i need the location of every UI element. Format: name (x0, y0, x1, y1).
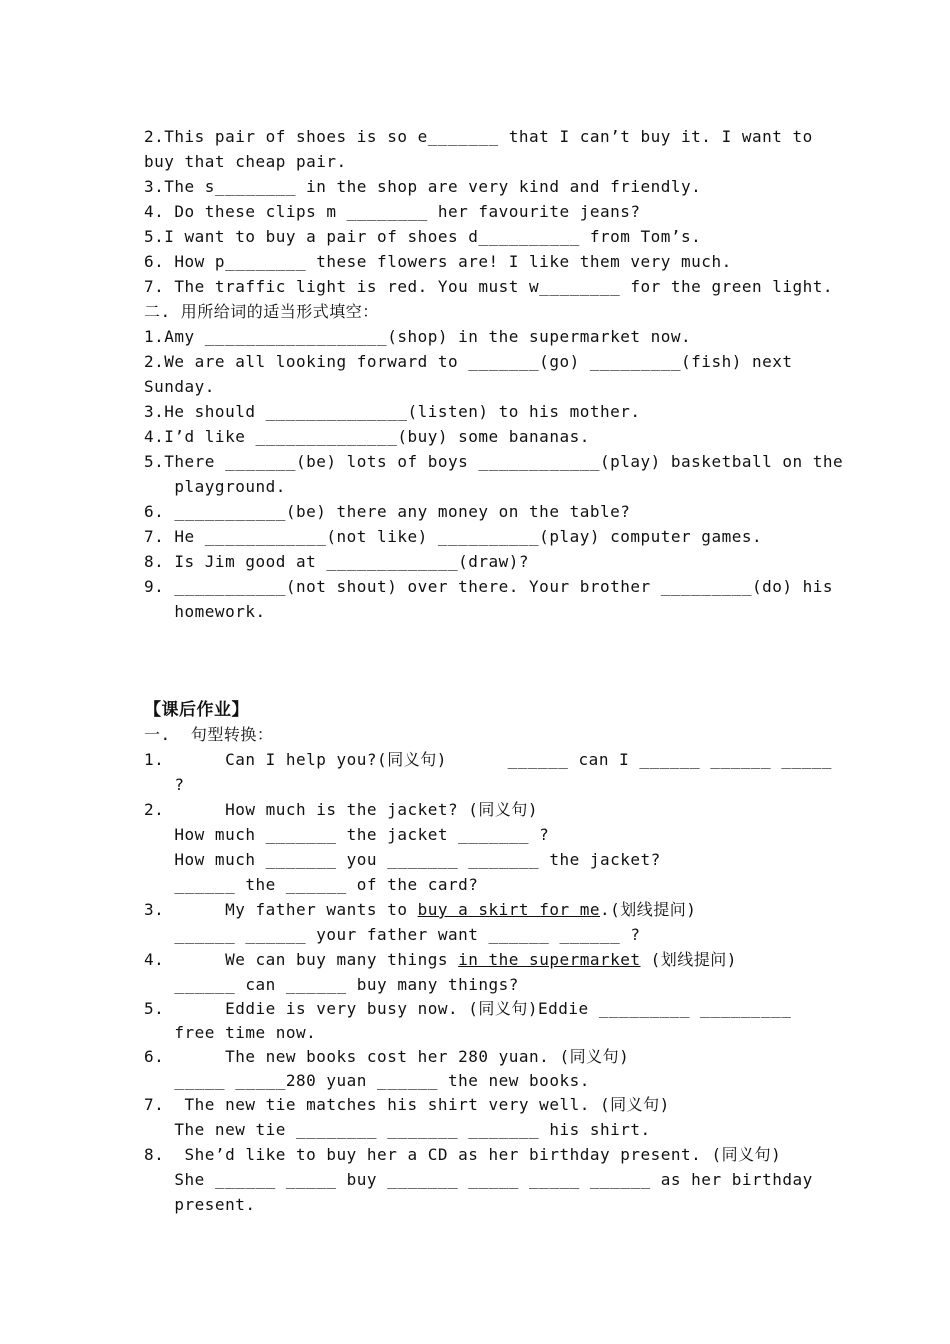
text-line: How much _______ you _______ _______ the jacket? (144, 850, 661, 869)
underlined-phrase: in the supermarket (458, 950, 641, 969)
text-line (144, 949, 737, 971)
text-line: present. (144, 1195, 256, 1214)
text-line: 6. How p________ these flowers are! I like them very much. (144, 252, 732, 271)
section-title: 一. 句型转换： (144, 725, 274, 744)
text-line: She ______ _____ buy _______ _____ _____ ______ as her birthday (144, 1170, 813, 1189)
text-line (144, 899, 696, 921)
text-segment: 4. We can buy many things (144, 950, 459, 969)
text-line: 8. She’d like to buy her a CD as her birthday present. (同义句) (144, 1145, 782, 1164)
text-line: 7. The traffic light is red. You must w________ for the green light. (144, 277, 834, 296)
text-line: ______ can ______ buy many things? (144, 975, 519, 994)
text-segment: 3. My father wants to (144, 900, 418, 919)
text-line: 4. Do these clips m ________ her favourite jeans? (144, 202, 641, 221)
text-line: 6. ___________(be) there any money on the table? (144, 502, 631, 521)
text-line: 2. How much is the jacket? (同义句) (144, 800, 539, 819)
text-line: 6. The new books cost her 280 yuan. (同义句) (144, 1047, 630, 1066)
text-line: 4.I’d like ______________(buy) some bananas. (144, 427, 590, 446)
text-line: homework. (144, 602, 266, 621)
text-line: ______ ______ your father want ______ ______ ? (144, 925, 641, 944)
text-line: playground. (144, 477, 286, 496)
text-line: free time now. (144, 1023, 317, 1042)
text-line: 7. He ____________(not like) __________(play) computer games. (144, 527, 763, 546)
text-line: 2.This pair of shoes is so e_______ that I can’t buy it. I want to (144, 127, 813, 146)
text-line: Sunday. (144, 377, 215, 396)
underlined-phrase: buy a skirt for me (417, 900, 600, 919)
text-line: 8. Is Jim good at _____________(draw)? (144, 552, 530, 571)
text-line: 1. Can I help you?(同义句) ______ can I ______ ______ _____ (144, 750, 832, 769)
text-line: _____ _____280 yuan ______ the new books. (144, 1071, 590, 1090)
text-line: 1.Amy __________________(shop) in the supermarket now. (144, 327, 692, 346)
text-line: 2.We are all looking forward to _______(go) _________(fish) next (144, 352, 793, 371)
text-segment: (划线提问) (640, 950, 737, 969)
text-line: How much _______ the jacket _______ ? (144, 825, 550, 844)
text-line: 5. Eddie is very busy now. (同义句)Eddie _________ _________ (144, 999, 792, 1018)
text-line: ? (144, 775, 185, 794)
text-line: 5.I want to buy a pair of shoes d__________ from Tom’s. (144, 227, 702, 246)
text-line: 3.He should ______________(listen) to his mother. (144, 402, 641, 421)
text-line: 9. ___________(not shout) over there. Your brother _________(do) his (144, 577, 834, 596)
homework-heading: 【课后作业】 (144, 700, 249, 720)
text-line: buy that cheap pair. (144, 152, 347, 171)
text-line: ______ the ______ of the card? (144, 875, 479, 894)
text-line: 5.There _______(be) lots of boys ____________(play) basketball on the (144, 452, 844, 471)
text-segment: .(划线提问) (599, 900, 697, 919)
text-line: The new tie ________ _______ _______ his shirt. (144, 1120, 651, 1139)
text-line: 7. The new tie matches his shirt very well. (同义句) (144, 1095, 670, 1114)
section-title: 二. 用所给词的适当形式填空： (144, 302, 379, 321)
text-line: 3.The s________ in the shop are very kind and friendly. (144, 177, 702, 196)
